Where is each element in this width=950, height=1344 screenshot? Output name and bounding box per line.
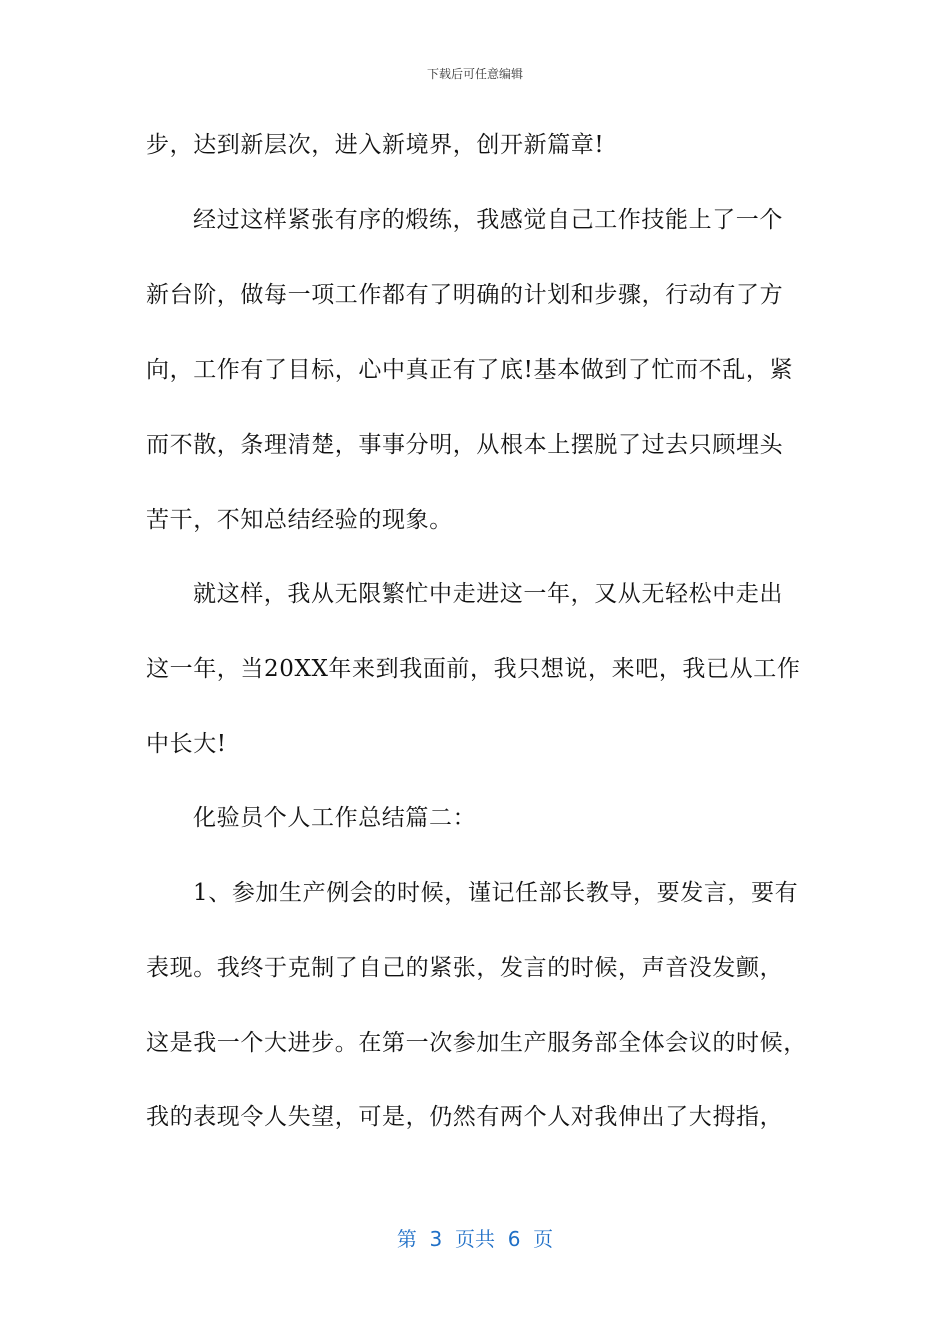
text-line: 中长大! bbox=[146, 731, 227, 757]
text-line: 新台阶，做每一项工作都有了明确的计划和步骤，行动有了方 bbox=[146, 282, 784, 308]
section-heading: 化验员个人工作总结篇二： bbox=[193, 805, 477, 831]
page-header: 下载后可任意编辑 bbox=[426, 67, 523, 81]
text-line: 我的表现令人失望，可是，仍然有两个人对我伸出了大拇指， bbox=[146, 1104, 784, 1130]
page-number: 第 3 页共 6 页 bbox=[396, 1227, 554, 1251]
text-line: 就这样，我从无限繁忙中走进这一年，又从无轻松中走出 bbox=[193, 581, 783, 607]
text-line: 这是我一个大进步。在第一次参加生产服务部全体会议的时候， bbox=[146, 1030, 807, 1056]
text-line: 表现。我终于克制了自己的紧张，发言的时候，声音没发颤， bbox=[146, 955, 784, 981]
text-line: 1、参加生产例会的时候，谨记任部长教导，要发言，要有 bbox=[193, 880, 799, 906]
text-line: 苦干，不知总结经验的现象。 bbox=[146, 507, 453, 533]
text-line: 而不散，条理清楚，事事分明，从根本上摆脱了过去只顾埋头 bbox=[146, 432, 784, 458]
text-line: 这一年，当20XX年来到我面前，我只想说，来吧，我已从工作 bbox=[146, 656, 801, 682]
text-line: 向，工作有了目标，心中真正有了底!基本做到了忙而不乱，紧 bbox=[146, 357, 794, 383]
text-line: 经过这样紧张有序的煅练，我感觉自己工作技能上了一个 bbox=[193, 207, 783, 233]
text-line: 步，达到新层次，进入新境界，创开新篇章! bbox=[146, 132, 605, 158]
